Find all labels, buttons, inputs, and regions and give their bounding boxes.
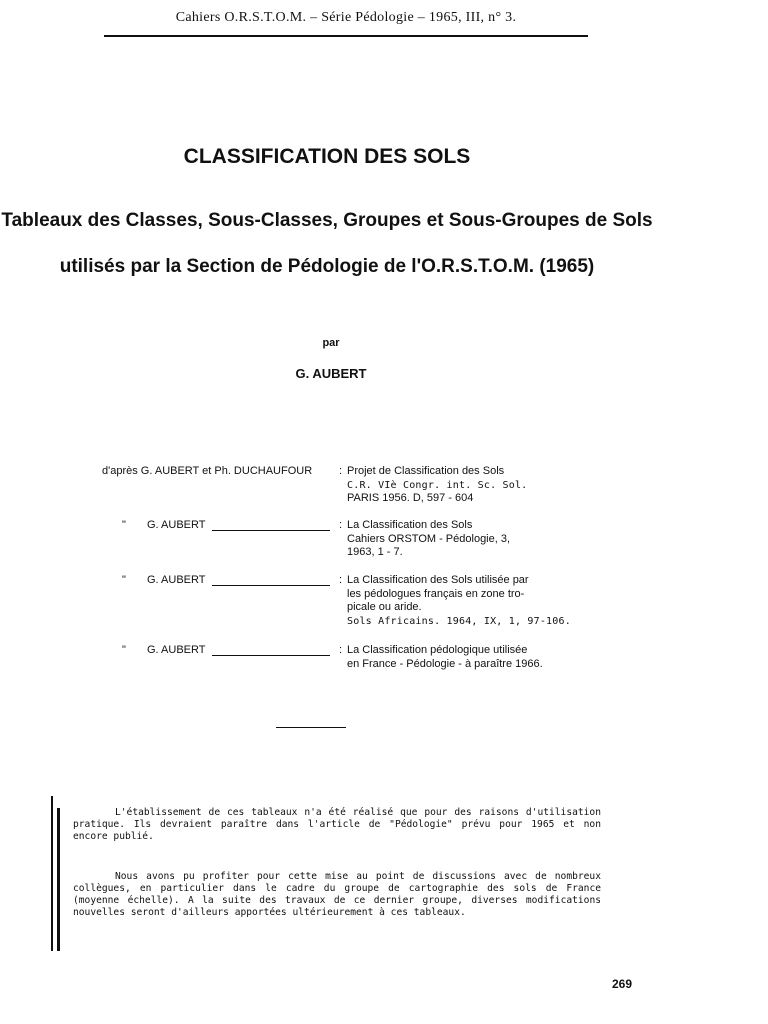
leader-line (212, 530, 330, 531)
reference-colon: : (339, 574, 343, 586)
reference-line: C.R. VIè Congr. int. Sc. Sol. (347, 479, 528, 491)
note-paragraph-2 (73, 871, 601, 919)
reference-description (347, 519, 577, 560)
note-margin-bar (57, 808, 60, 951)
reference-line: Cahiers ORSTOM - Pédologie, 3, (347, 532, 511, 545)
reference-description (347, 574, 577, 628)
subtitle-line-1: Tableaux des Classes, Sous-Classes, Groupes et Sous-Groupes de Sols (1, 210, 653, 231)
reference-line: Projet de Classification des Sols (347, 465, 505, 477)
reference-line: PARIS 1956. D, 597 - 604 (347, 492, 474, 504)
reference-author: G. AUBERT (147, 644, 206, 656)
reference-line: La Classification pédologique utilisée (347, 644, 528, 656)
reference-colon: : (339, 644, 343, 656)
reference-description (347, 644, 577, 671)
leader-line (212, 585, 330, 586)
reference-author: G. AUBERT (147, 574, 206, 586)
reference-description (347, 465, 577, 506)
reference-line: La Classification des Sols (347, 519, 473, 531)
page-number: 269 (612, 977, 633, 991)
ditto-mark: " (122, 574, 126, 586)
byline-par: par (322, 337, 340, 349)
reference-line: picale ou aride. (347, 601, 422, 613)
reference-author: G. AUBERT (147, 519, 206, 531)
paper-title: CLASSIFICATION DES SOLS (183, 145, 471, 168)
ditto-mark: " (122, 519, 126, 531)
reference-colon: : (339, 465, 343, 477)
reference-line: La Classification des Sols utilisée par (347, 574, 529, 586)
running-header: Cahiers O.R.S.T.O.M. – Série Pédologie – 1965, III, n° 3. (175, 10, 517, 25)
section-divider (276, 727, 346, 728)
reference-authors: d'après G. AUBERT et Ph. DUCHAUFOUR (102, 465, 313, 477)
subtitle-line-2: utilisés par la Section de Pédologie de l'O.R.S.T.O.M. (1965) (59, 256, 595, 277)
reference-line: en France - Pédologie - à paraître 1966. (347, 657, 543, 670)
reference-line: les pédologues français en zone tro- (347, 587, 525, 600)
author-name: G. AUBERT (295, 366, 367, 381)
note-margin-bar (51, 796, 53, 951)
note-paragraph-1 (73, 807, 601, 843)
note-text: L'établissement de ces tableaux n'a été réalisé que pour des raisons d'utilisation pratique. Ils devraient paraître dans l'article de "Pédologie" prévu pour 1965 et non encore publié. (73, 807, 601, 842)
reference-line: Sols Africains. 1964, IX, 1, 97-106. (347, 615, 571, 627)
ditto-mark: " (122, 644, 126, 656)
note-text: Nous avons pu profiter pour cette mise au point de discussions avec de nombreux collègues, en particulier dans le cadre du groupe de cartographie des sols de France (moyenne échelle). A la suite des travaux de ce dernier groupe, diverses modifications nouvelles seront d'ailleurs apportées ultérieurement à ces tableaux. (73, 871, 601, 918)
reference-line: 1963, 1 - 7. (347, 546, 403, 558)
reference-colon: : (339, 519, 343, 531)
leader-line (212, 655, 330, 656)
header-rule (104, 35, 588, 37)
